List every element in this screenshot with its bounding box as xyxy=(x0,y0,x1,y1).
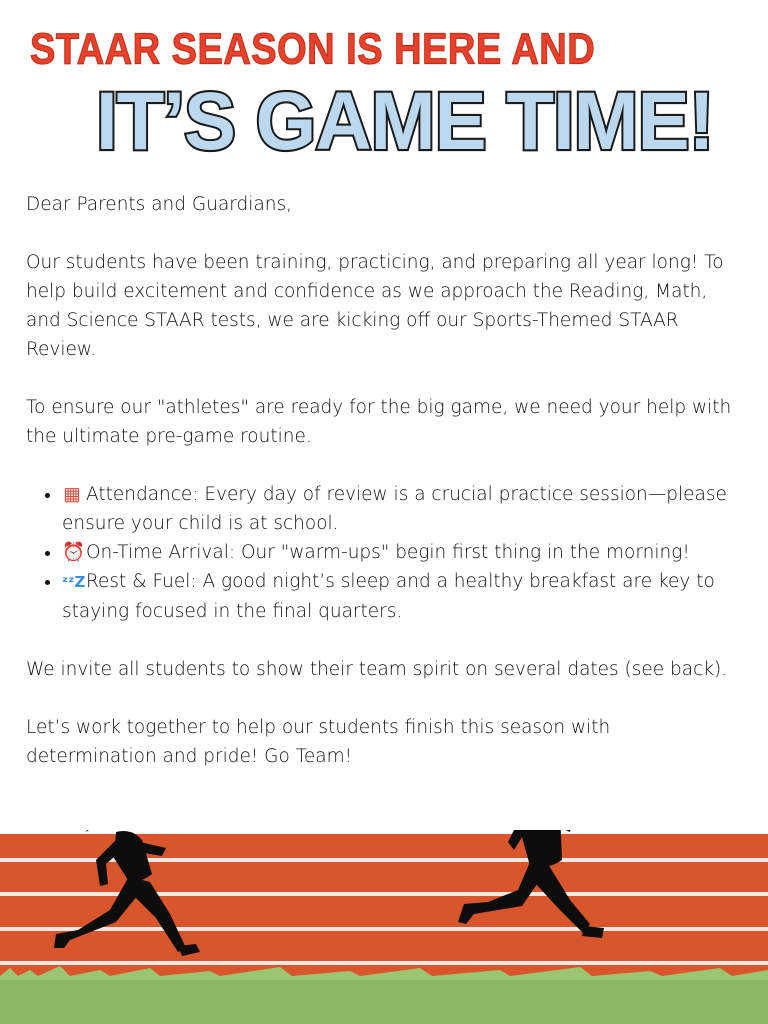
list-item-text: On-Time Arrival: Our "warm-ups" begin first thing in the morning! xyxy=(86,542,690,563)
paragraph-intro: Our students have been training, practicing, and preparing all year long! To help build excitement and confidence as we approach the Reading, Math, and Science STAAR tests, we are kicking off our Sports-Themed STAAR Review. xyxy=(26,252,724,360)
greeting: Dear Parents and Guardians, xyxy=(26,194,293,215)
track-lane-line xyxy=(0,961,768,965)
track-lane-line xyxy=(0,892,768,896)
letter-body xyxy=(26,190,742,800)
list-item-text: Rest & Fuel: A good night’s sleep and a healthy breakfast are key to staying focused in the final quarters. xyxy=(62,571,715,622)
alarm-clock-icon: ⏰ xyxy=(62,542,86,563)
list-item-attendance xyxy=(62,480,742,538)
zzz-icon: ᶻᶻZ xyxy=(62,573,86,591)
paragraph-help: To ensure our "athletes" are ready for the big game, we need your help with the ultimate pre-game routine. xyxy=(26,397,732,447)
grass xyxy=(0,976,768,1024)
calendar-icon: ▦ xyxy=(63,484,81,505)
running-track-scene xyxy=(0,830,768,1024)
track-lane-line xyxy=(0,927,768,931)
routine-list xyxy=(26,480,742,626)
list-item-text: Attendance: Every day of review is a crucial practice session—please ensure your child is at school. xyxy=(62,484,727,534)
header-title: IT’S GAME TIME! xyxy=(96,74,714,167)
list-item-rest xyxy=(62,567,742,626)
paragraph-spirit: We invite all students to show their team spirit on several dates (see back). xyxy=(26,659,728,680)
list-item-arrival xyxy=(62,538,742,567)
paragraph-closing: Let’s work together to help our students finish this season with determination and pride! Go Team! xyxy=(26,717,611,767)
header-subtitle: STAAR SEASON IS HERE AND xyxy=(30,25,596,74)
